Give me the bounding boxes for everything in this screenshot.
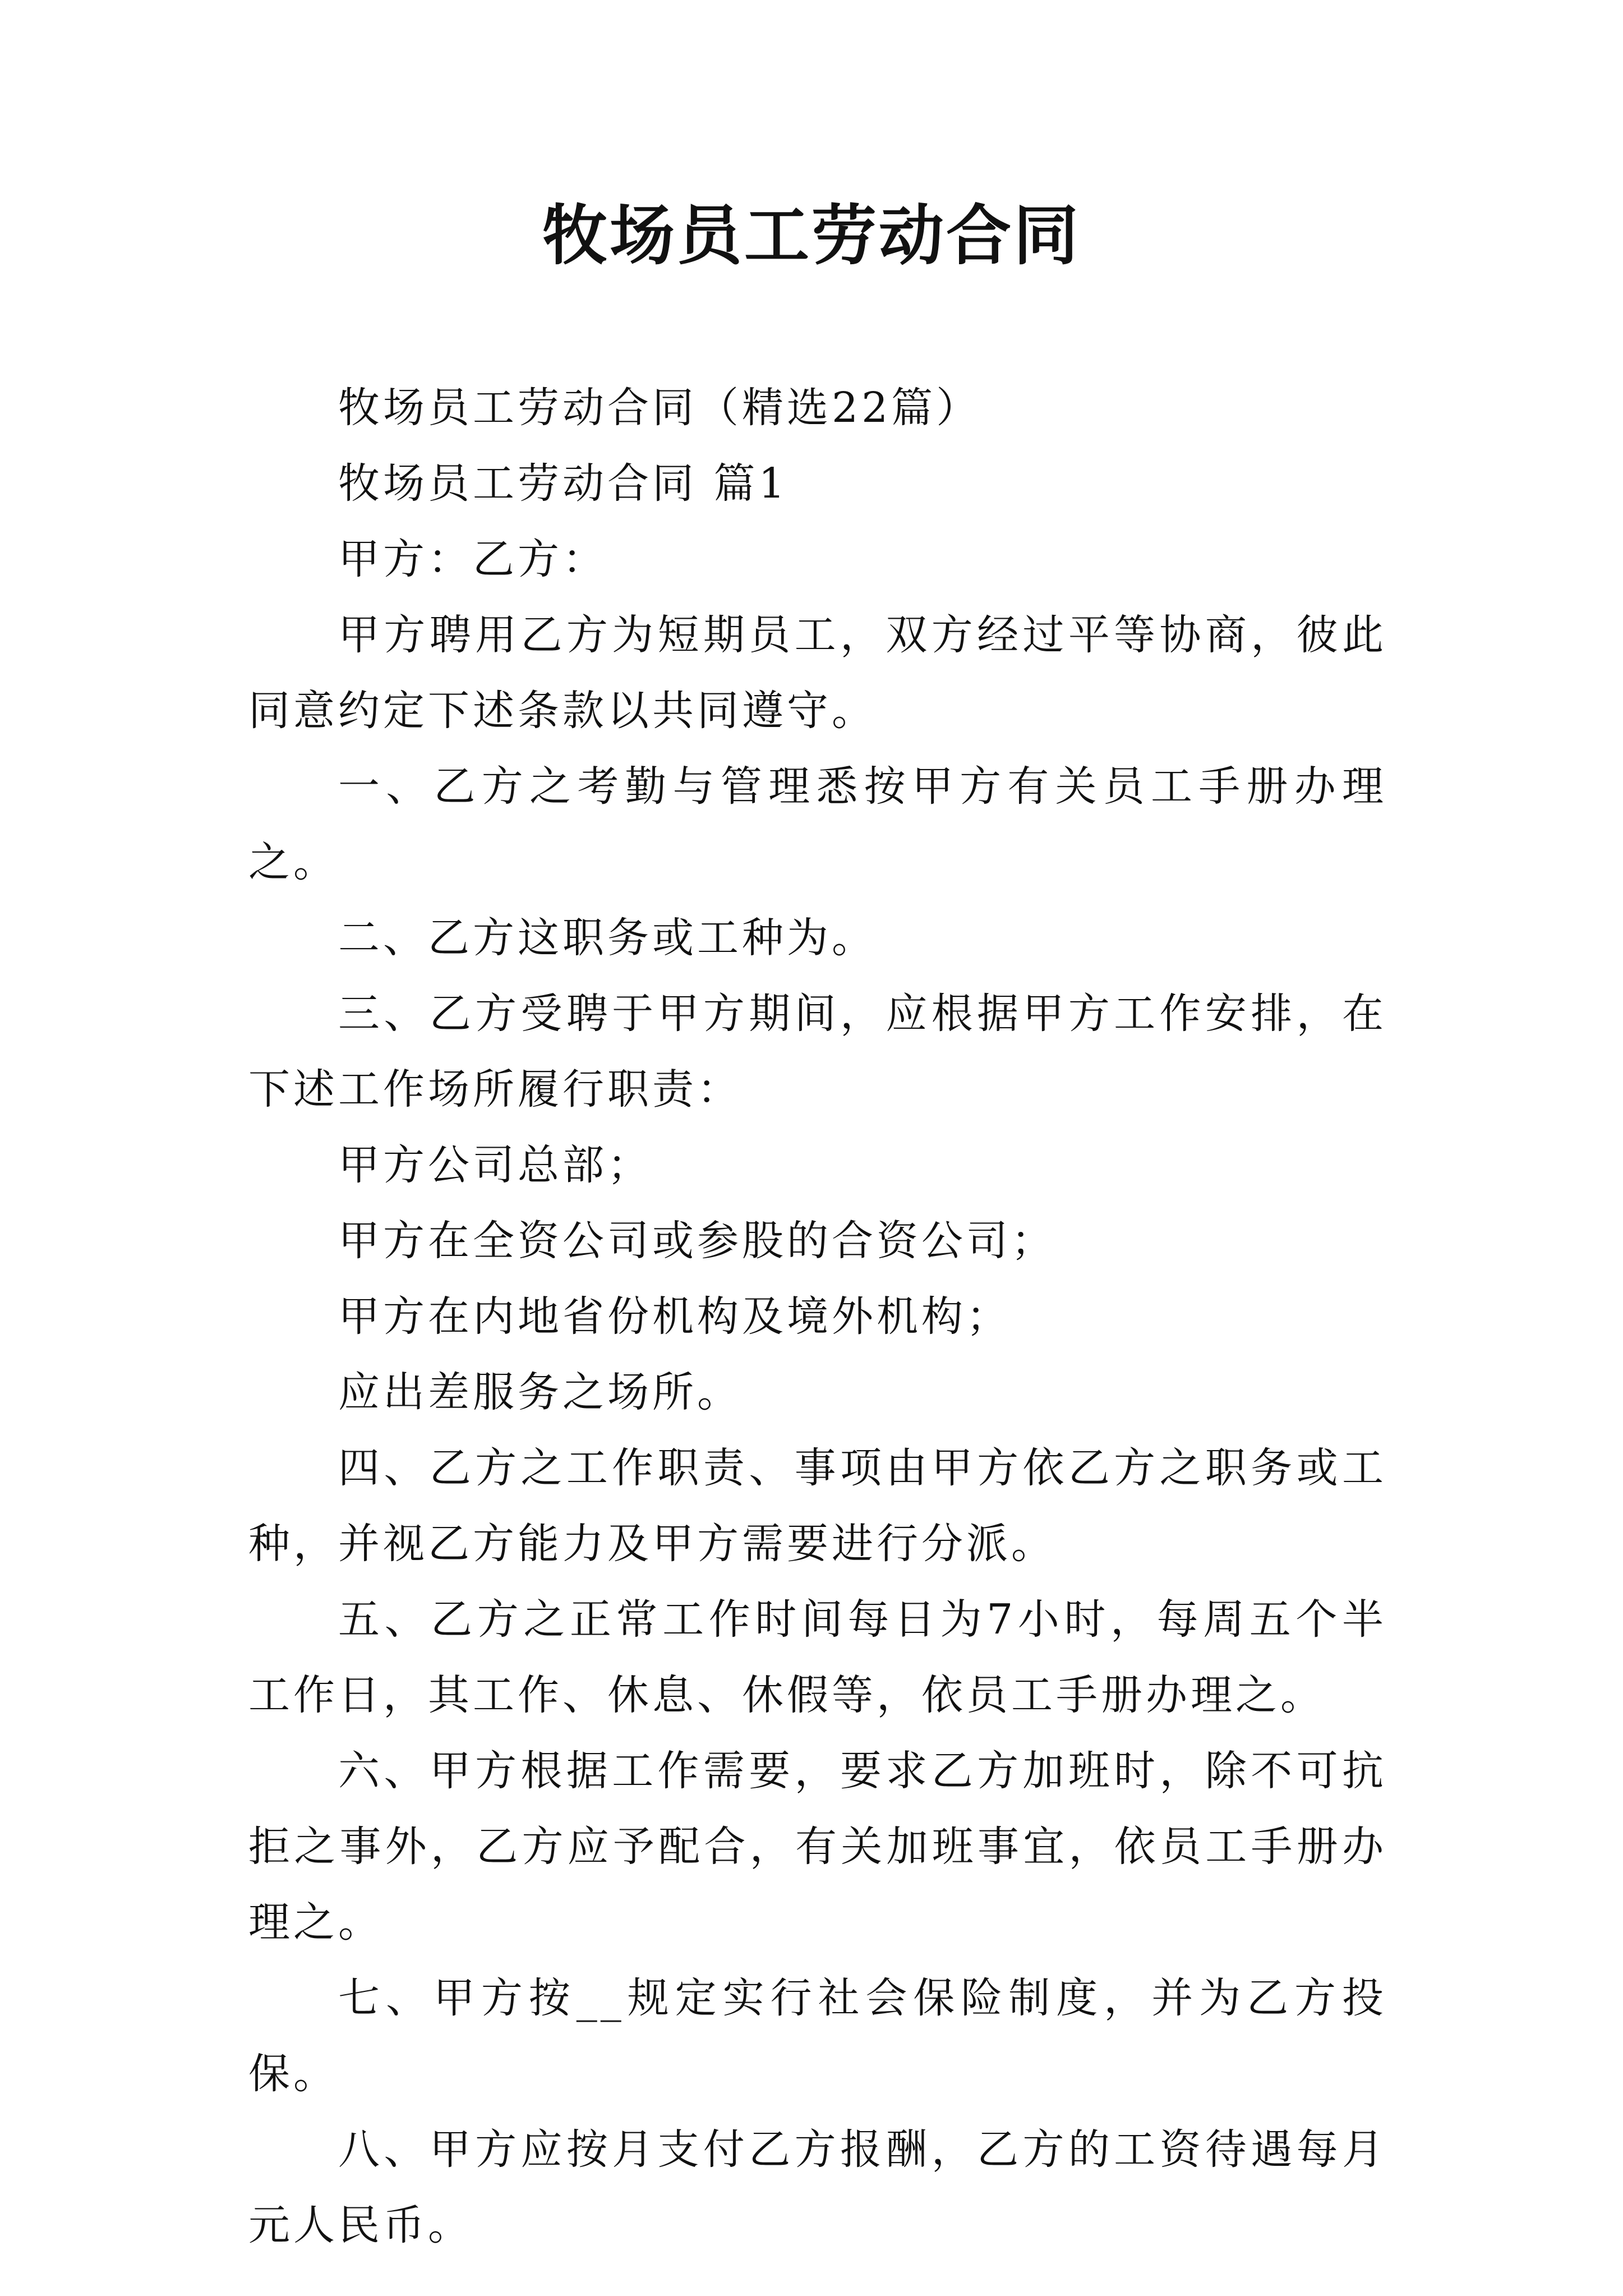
paragraph-clause-4: 四、乙方之工作职责、事项由甲方依乙方之职务或工种，并视乙方能力及甲方需要进行分派。 bbox=[248, 1444, 1387, 1568]
paragraph-clause-3: 三、乙方受聘于甲方期间，应根据甲方工作安排，在下述工作场所履行职责： bbox=[248, 990, 1387, 1114]
paragraph-clause-7: 七、甲方按__规定实行社会保险制度，并为乙方投保。 bbox=[248, 1974, 1387, 2098]
paragraph-workplace-2: 甲方在全资公司或参股的合资公司； bbox=[338, 1217, 1056, 1265]
document-title: 牧场员工劳动合同 bbox=[542, 197, 1081, 274]
paragraph-clause-8: 八、甲方应按月支付乙方报酬，乙方的工资待遇每月元人民币。 bbox=[248, 2125, 1387, 2249]
paragraph-section-heading: 牧场员工劳动合同 篇1 bbox=[338, 459, 789, 508]
paragraph-workplace-4: 应出差服务之场所。 bbox=[338, 1368, 742, 1416]
paragraph-intro: 甲方聘用乙方为短期员工，双方经过平等协商，彼此同意约定下述条款以共同遵守。 bbox=[248, 611, 1387, 735]
paragraph-clause-5: 五、乙方之正常工作时间每日为7小时，每周五个半工作日，其工作、休息、休假等，依员工手册办理之。 bbox=[248, 1595, 1387, 1719]
document-body bbox=[248, 370, 1387, 2263]
paragraph-clause-2: 二、乙方这职务或工种为。 bbox=[338, 914, 877, 962]
paragraph-clause-6: 六、甲方根据工作需要，要求乙方加班时，除不可抗拒之事外，乙方应予配合，有关加班事宜，依员工手册办理之。 bbox=[248, 1747, 1387, 1947]
paragraph-subtitle: 牧场员工劳动合同（精选22篇） bbox=[338, 384, 981, 432]
paragraph-clause-1: 一、乙方之考勤与管理悉按甲方有关员工手册办理之。 bbox=[248, 762, 1387, 886]
paragraph-parties: 甲方：乙方： bbox=[338, 535, 607, 583]
paragraph-workplace-1: 甲方公司总部； bbox=[338, 1141, 652, 1189]
paragraph-workplace-3: 甲方在内地省份机构及境外机构； bbox=[338, 1292, 1011, 1341]
